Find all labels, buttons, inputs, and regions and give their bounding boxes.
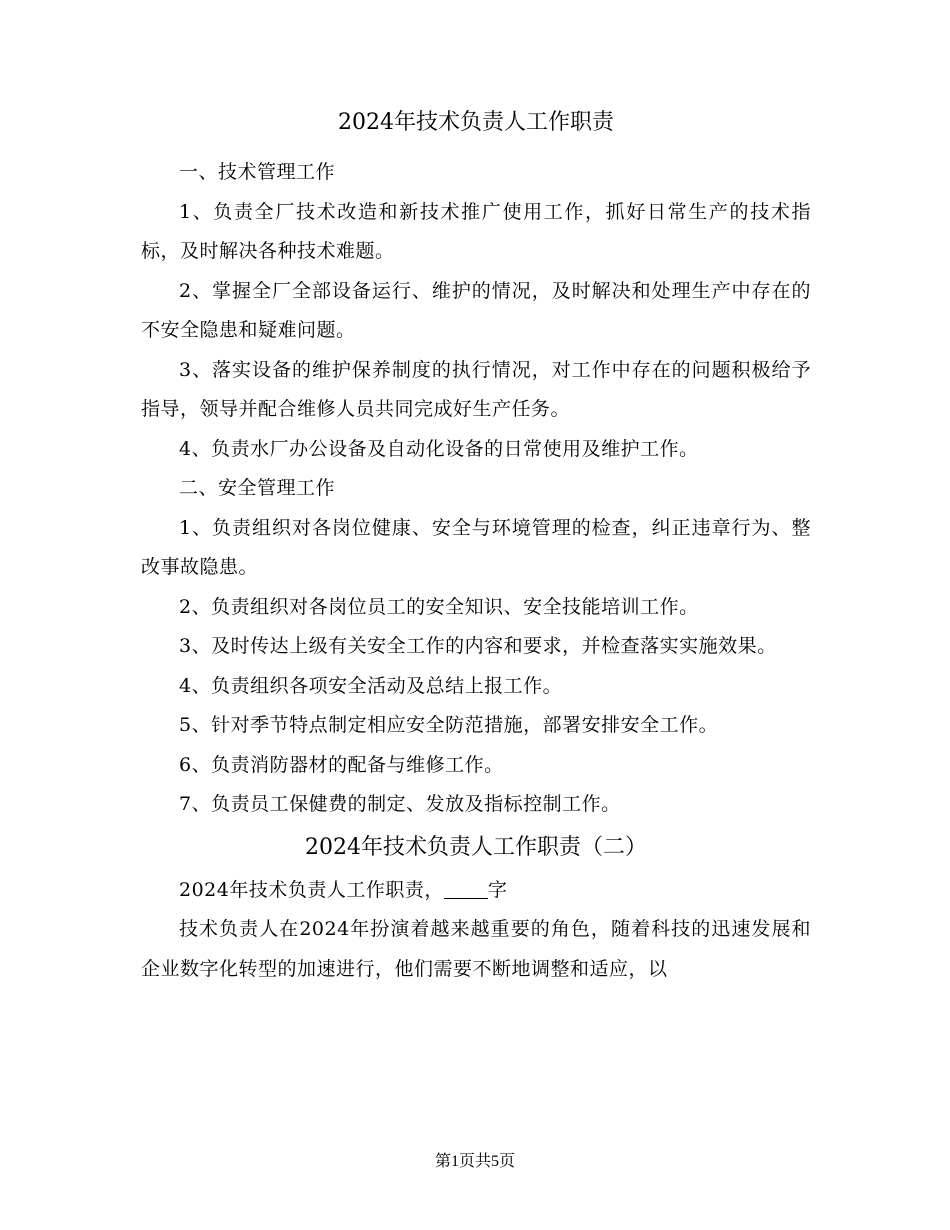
safety-item-2: 2、负责组织对各岗位员工的安全知识、安全技能培训工作。 — [179, 595, 699, 618]
safety-item-7: 7、负责员工保健费的制定、发放及指标控制工作。 — [179, 793, 621, 815]
technical-item-4: 4、负责水厂办公设备及自动化设备的日常使用及维护工作。 — [179, 437, 699, 460]
document-body — [141, 103, 811, 989]
technical-item-2: 2、掌握全厂全部设备运行、维护的情况，及时解决和处理生产中存在的不安全隐患和疑难问题。 — [141, 279, 811, 341]
intro-paragraph: 技术负责人在2024年扮演着越来越重要的角色，随着科技的迅速发展和企业数字化转型的加速进行，他们需要不断地调整和适应，以 — [141, 918, 811, 980]
document-title-second: 2024年技术负责人工作职责（二） — [305, 834, 647, 860]
technical-item-3: 3、落实设备的维护保养制度的执行情况，对工作中存在的问题积极给予指导，领导并配合维修人员共同完成好生产任务。 — [141, 358, 811, 420]
safety-item-1: 1、负责组织对各岗位健康、安全与环境管理的检查，纠正违章行为、整改事故隐患。 — [141, 516, 811, 578]
document-title: 2024年技术负责人工作职责 — [338, 110, 614, 135]
word-count-line — [141, 871, 811, 911]
safety-item-3: 3、及时传达上级有关安全工作的内容和要求，并检查落实实施效果。 — [179, 635, 777, 657]
word-count-blank — [444, 879, 488, 899]
word-count-suffix: 字 — [487, 878, 508, 901]
technical-item-1: 1、负责全厂技术改造和新技术推广使用工作，抓好日常生产的技术指标，及时解决各种技术难题。 — [141, 200, 811, 262]
word-count-prefix: 2024年技术负责人工作职责， — [179, 878, 444, 901]
page-number-footer: 第1页共5页 — [434, 1153, 515, 1170]
section-heading-technical: 一、技术管理工作 — [179, 161, 336, 183]
safety-item-4: 4、负责组织各项安全活动及总结上报工作。 — [179, 674, 563, 697]
safety-item-6: 6、负责消防器材的配备与维修工作。 — [179, 753, 504, 776]
section-heading-safety: 二、安全管理工作 — [179, 477, 336, 499]
safety-item-5: 5、针对季节特点制定相应安全防范措施，部署安排安全工作。 — [179, 714, 719, 736]
